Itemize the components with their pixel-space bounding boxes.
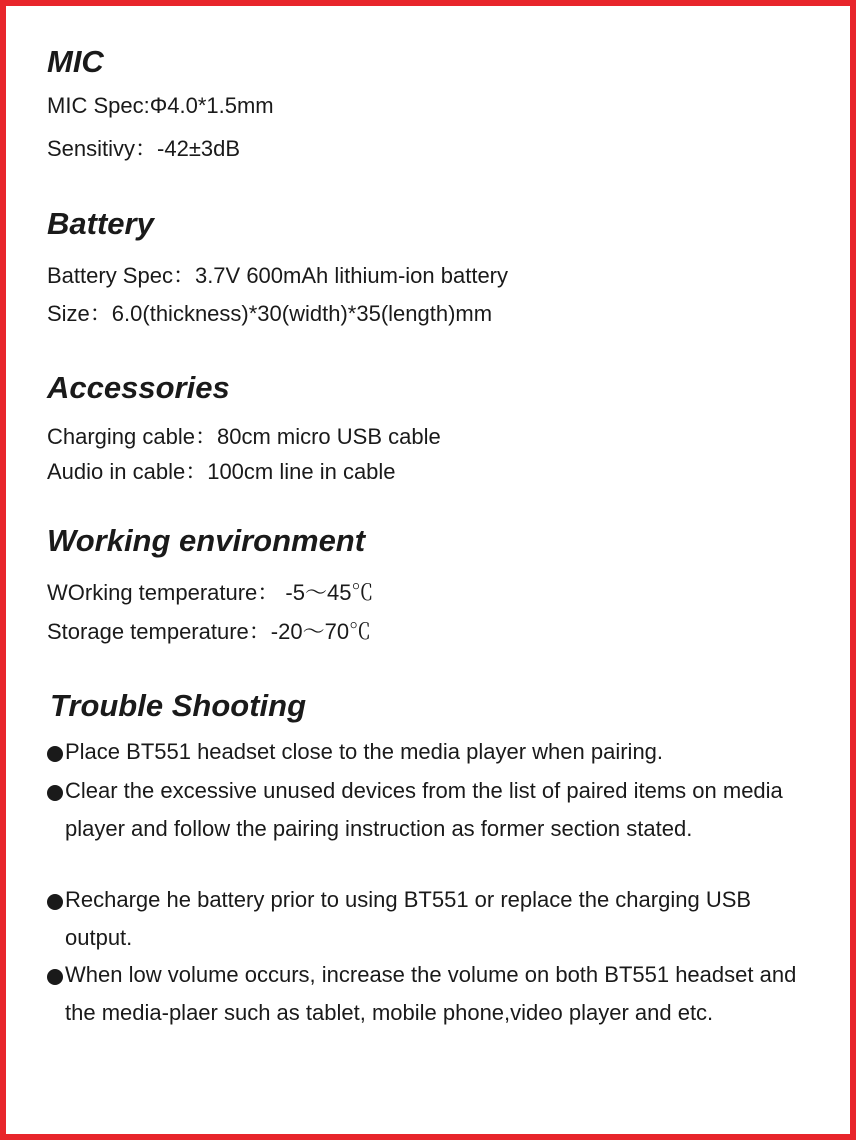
trouble-shooting-text: Clear the excessive unused devices from the list of paired items on media player and follow the pairing instruction as former section stated. <box>65 778 783 841</box>
trouble-shooting-text: Recharge he battery prior to using BT551 or replace the charging USB output. <box>65 887 752 950</box>
section-heading-trouble-shooting: Trouble Shooting <box>50 688 307 723</box>
section-heading-working-environment: Working environment <box>47 523 366 558</box>
storage-temperature-line: Storage temperature：-20～70℃ <box>47 619 372 644</box>
trouble-shooting-item <box>47 780 817 890</box>
bullet-dot-icon <box>47 785 63 801</box>
bullet-dot-icon <box>47 969 63 985</box>
charging-cable-line: Charging cable：80cm micro USB cable <box>47 424 441 449</box>
trouble-shooting-item <box>47 741 817 771</box>
trouble-shooting-text: Place BT551 headset close to the media player when pairing. <box>65 739 664 764</box>
battery-size-line: Size：6.0(thickness)*30(width)*35(length)mm <box>47 301 493 326</box>
section-heading-accessories: Accessories <box>47 370 230 405</box>
section-heading-battery: Battery <box>47 206 154 241</box>
audio-cable-line: Audio in cable：100cm line in cable <box>47 459 396 484</box>
trouble-shooting-item <box>47 889 817 964</box>
bullet-dot-icon <box>47 746 63 762</box>
section-heading-mic: MIC <box>47 44 104 79</box>
mic-spec-line: MIC Spec:Φ4.0*1.5mm <box>47 93 274 118</box>
bullet-dot-icon <box>47 894 63 910</box>
working-temperature-line: WOrking temperature： -5～45℃ <box>47 580 374 605</box>
battery-spec-line: Battery Spec：3.7V 600mAh lithium-ion battery <box>47 263 509 288</box>
mic-sensitivity-line: Sensitivy：-42±3dB <box>47 136 241 161</box>
trouble-shooting-text: When low volume occurs, increase the volume on both BT551 headset and the media-plaer such as tablet, mobile phone,video player and etc. <box>65 962 797 1025</box>
trouble-shooting-item <box>47 964 817 1074</box>
